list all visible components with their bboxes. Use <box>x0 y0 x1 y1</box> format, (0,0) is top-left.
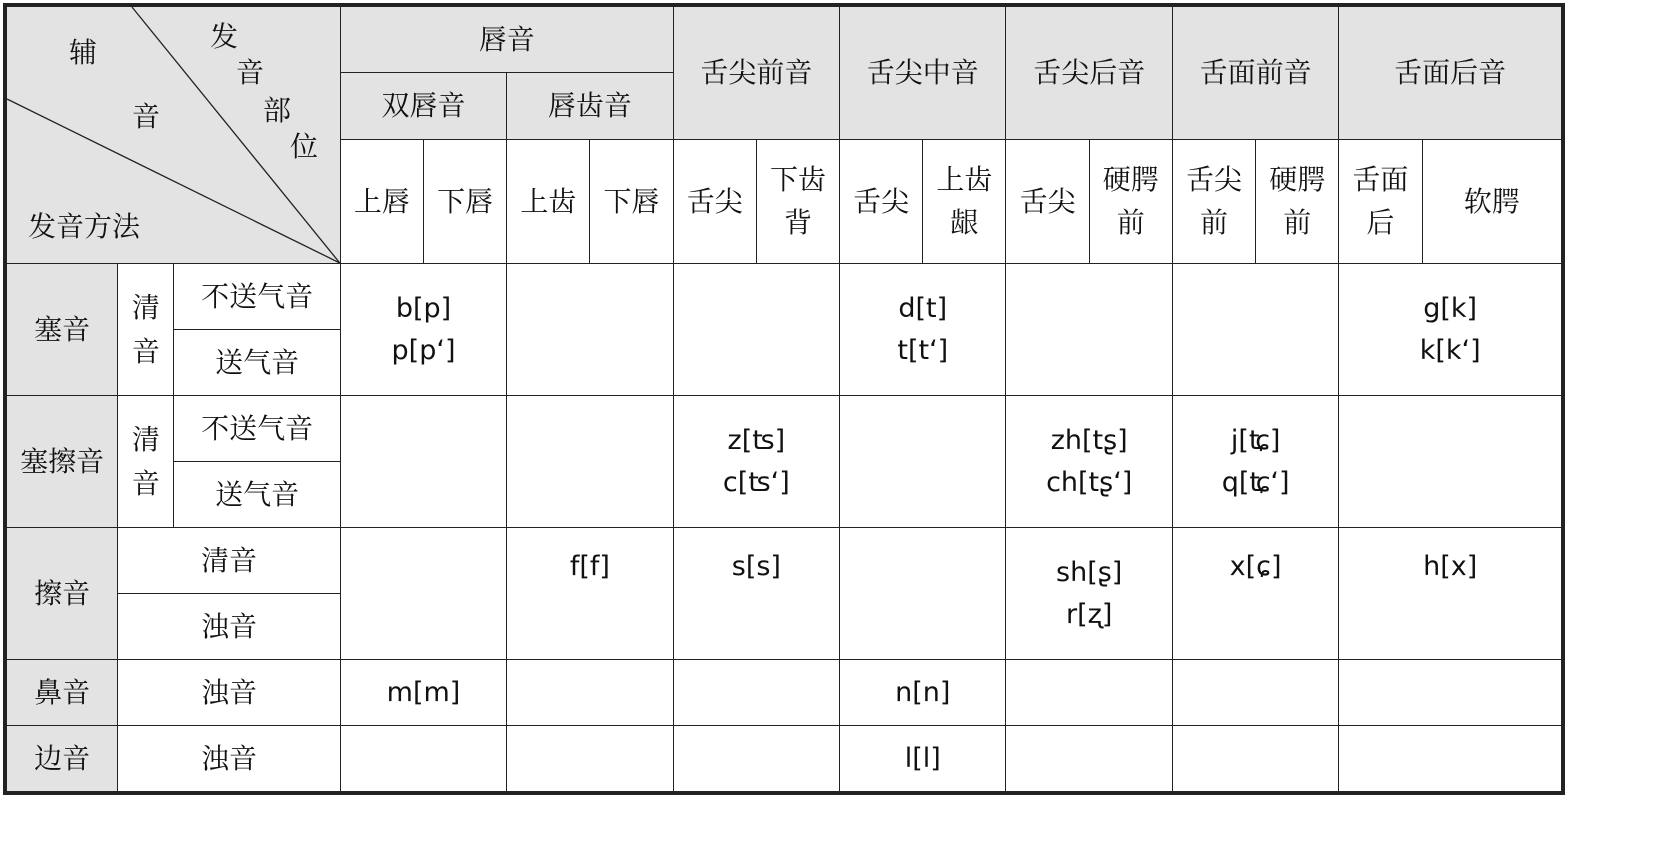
subheader-cell: 舌尖 <box>673 139 756 264</box>
table-cell <box>1339 660 1562 726</box>
row-label-nasal: 鼻音 <box>7 660 118 726</box>
header-dorsal-front: 舌面前音 <box>1172 7 1338 140</box>
header-apical-mid: 舌尖中音 <box>840 7 1006 140</box>
table-cell <box>1172 726 1338 792</box>
table-cell <box>507 726 673 792</box>
cell-fricative-dorsal-front: x[ɕ] <box>1172 528 1338 660</box>
cell-affricate-apical-front: z[ʦ] c[ʦ‘] <box>673 396 839 528</box>
aspiration-label: 送气音 <box>174 330 340 396</box>
header-bilabial: 双唇音 <box>340 73 506 139</box>
voicing-label: 清 音 <box>118 264 174 396</box>
row-label-affricate: 塞擦音 <box>7 396 118 528</box>
subheader-cell: 上唇 <box>340 139 423 264</box>
subheader-cell: 舌尖 <box>1006 139 1089 264</box>
header-apical-back: 舌尖后音 <box>1006 7 1172 140</box>
subheader-cell: 上齿 <box>507 139 590 264</box>
table-cell <box>507 264 673 396</box>
corner-label-place-3: 部 <box>263 94 292 127</box>
subheader-cell: 舌尖 前 <box>1172 139 1255 264</box>
voicing-label: 清 音 <box>118 396 174 528</box>
cell-nasal-apical-mid: n[n] <box>840 660 1006 726</box>
table-cell <box>340 528 506 660</box>
subheader-cell: 硬腭 前 <box>1089 139 1172 264</box>
table-cell <box>507 660 673 726</box>
corner-header <box>7 7 341 264</box>
subheader-cell: 硬腭 前 <box>1256 139 1339 264</box>
cell-affricate-apical-back: zh[tʂ] ch[tʂ‘] <box>1006 396 1172 528</box>
corner-label-place-1: 发 <box>210 20 239 53</box>
header-dorsal-back: 舌面后音 <box>1339 7 1562 140</box>
subheader-cell: 舌尖 <box>840 139 923 264</box>
corner-label-consonant-1: 辅 <box>69 36 98 69</box>
row-label-lateral: 边音 <box>7 726 118 792</box>
table-cell <box>1172 264 1338 396</box>
table-cell <box>1172 660 1338 726</box>
voicing-label: 浊音 <box>118 726 341 792</box>
subheader-cell: 舌面 后 <box>1339 139 1422 264</box>
aspiration-label: 不送气音 <box>174 264 340 330</box>
cell-affricate-dorsal-front: j[ʨ] q[ʨ‘] <box>1172 396 1338 528</box>
table-cell <box>1339 726 1562 792</box>
table-cell <box>1006 726 1172 792</box>
subheader-cell: 软腭 <box>1422 139 1561 264</box>
consonant-table <box>6 6 1562 792</box>
header-labial: 唇音 <box>340 7 673 73</box>
voicing-label: 浊音 <box>118 660 341 726</box>
cell-nasal-bilabial: m[m] <box>340 660 506 726</box>
row-label-fricative: 擦音 <box>7 528 118 660</box>
consonant-table-page <box>6 6 1562 796</box>
voicing-label: 浊音 <box>118 594 341 660</box>
table-cell <box>673 726 839 792</box>
table-cell <box>1339 396 1562 528</box>
cell-fricative-dorsal-back: h[x] <box>1339 528 1562 660</box>
subheader-cell: 下唇 <box>590 139 673 264</box>
header-labiodental: 唇齿音 <box>507 73 673 139</box>
row-label-stop: 塞音 <box>7 264 118 396</box>
corner-label-consonant-2: 音 <box>132 100 161 133</box>
table-cell <box>840 528 1006 660</box>
table-cell <box>673 264 839 396</box>
cell-stop-bilabial: b[p] p[p‘] <box>340 264 506 396</box>
table-cell <box>340 396 506 528</box>
subheader-cell: 下唇 <box>424 139 507 264</box>
cell-fricative-apical-back: sh[ʂ] r[ʐ] <box>1006 528 1172 660</box>
corner-label-place-2: 音 <box>236 56 265 89</box>
table-cell <box>673 660 839 726</box>
aspiration-label: 不送气音 <box>174 396 340 462</box>
cell-fricative-labiodental: f[f] <box>507 528 673 660</box>
cell-lateral-apical-mid: l[l] <box>840 726 1006 792</box>
table-cell <box>1006 264 1172 396</box>
table-cell <box>340 726 506 792</box>
table-cell <box>840 396 1006 528</box>
subheader-cell: 下齿 背 <box>756 139 839 264</box>
table-cell <box>1006 660 1172 726</box>
cell-stop-apical-mid: d[t] t[t‘] <box>840 264 1006 396</box>
cell-stop-dorsal-back: g[k] k[k‘] <box>1339 264 1562 396</box>
voicing-label: 清音 <box>118 528 341 594</box>
cell-fricative-apical-front: s[s] <box>673 528 839 660</box>
corner-label-manner: 发音方法 <box>28 210 141 243</box>
table-cell <box>507 396 673 528</box>
corner-label-place-4: 位 <box>290 130 319 163</box>
header-apical-front: 舌尖前音 <box>673 7 839 140</box>
subheader-cell: 上齿 龈 <box>923 139 1006 264</box>
aspiration-label: 送气音 <box>174 462 340 528</box>
